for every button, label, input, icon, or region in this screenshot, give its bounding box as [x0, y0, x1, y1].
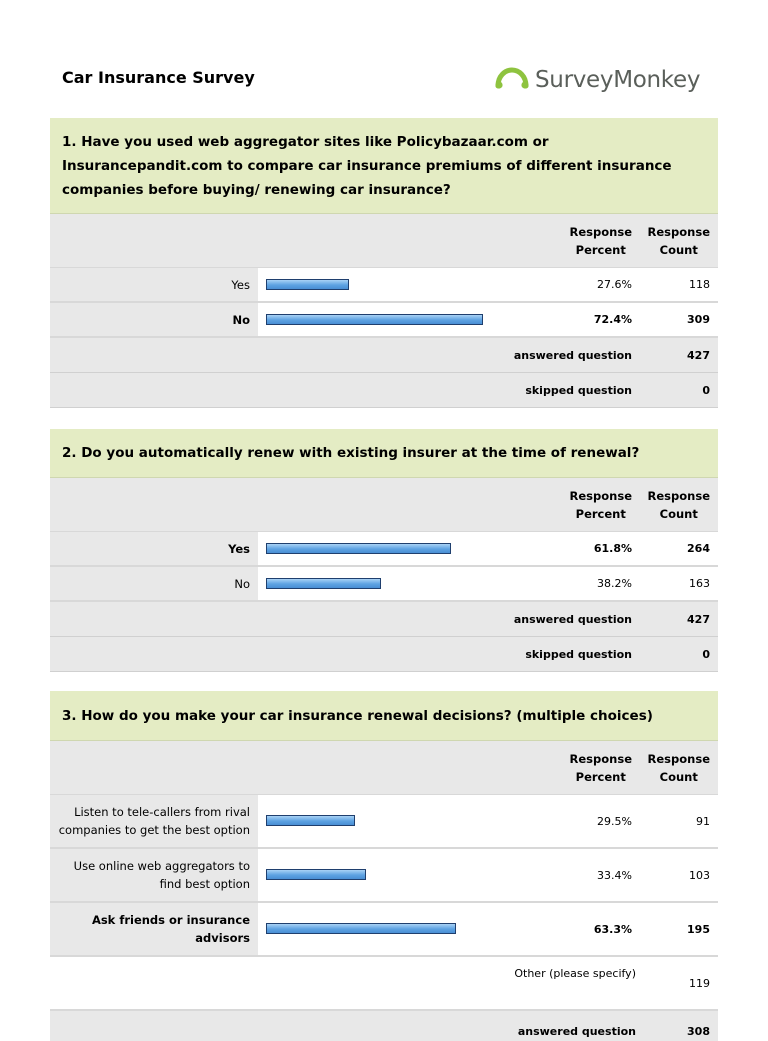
skipped-row [50, 637, 718, 672]
page-header [0, 0, 768, 118]
skipped-count: 0 [638, 373, 718, 407]
page-title: Car Insurance Survey [62, 68, 255, 87]
response-count: 309 [638, 303, 718, 336]
answer-row [50, 303, 718, 338]
answered-count: 427 [638, 602, 718, 636]
answer-row [50, 532, 718, 567]
response-bar [266, 543, 451, 554]
answer-row [50, 849, 718, 903]
response-count: 163 [638, 567, 718, 600]
answer-row [50, 567, 718, 602]
answered-label: answered question [513, 348, 632, 362]
response-percent: 33.4% [554, 849, 638, 901]
question-2-block [50, 429, 718, 672]
question-2-text: 2. Do you automatically renew with existing insurer at the time of renewal? [50, 429, 718, 478]
logo-text: SurveyMonkey [535, 67, 701, 93]
other-label: Other (please specify) [514, 967, 636, 980]
answer-row [50, 268, 718, 303]
answered-label: answered question [513, 612, 632, 626]
response-percent: 27.6% [554, 268, 638, 301]
answer-label: Yes [50, 532, 258, 565]
response-percent: 38.2% [554, 567, 638, 600]
response-bar [266, 314, 483, 325]
skipped-label: skipped question [525, 383, 632, 397]
other-row [50, 957, 718, 1011]
answered-row [50, 338, 718, 373]
answered-label: answered question [517, 1025, 636, 1038]
response-count: 195 [638, 903, 718, 955]
question-1-text: 1. Have you used web aggregator sites like Policybazaar.com or Insurancepandit.com to compare car insurance premiums of different insurance companies before buying/ renewing car insurance? [50, 118, 718, 214]
response-count-header: Response [647, 488, 710, 503]
answered-row [50, 602, 718, 637]
answer-label: Listen to tele-callers from rival companies to get the best option [50, 795, 258, 847]
skipped-row [50, 373, 718, 408]
response-bar [266, 815, 355, 826]
skipped-count: 0 [638, 637, 718, 671]
answer-label: No [50, 303, 258, 336]
response-bar [266, 923, 456, 934]
answer-label: Yes [50, 268, 258, 301]
question-3-block [50, 691, 718, 1041]
response-percent: 29.5% [554, 795, 638, 847]
response-bar [266, 279, 349, 290]
monkey-logo-icon [495, 66, 529, 94]
table-header: Response Percent Response Count [50, 214, 718, 268]
answer-label: No [50, 567, 258, 600]
answered-count: 427 [638, 338, 718, 372]
answer-row [50, 795, 718, 849]
table-header: Response Percent Response Count [50, 478, 718, 532]
response-percent-header: Response [569, 224, 632, 239]
response-count: 103 [638, 849, 718, 901]
response-percent: 63.3% [554, 903, 638, 955]
skipped-label: skipped question [525, 647, 632, 661]
surveymonkey-logo [495, 66, 700, 94]
answered-row [50, 1011, 718, 1041]
response-bar [266, 869, 366, 880]
answered-count: 308 [687, 1025, 710, 1038]
answer-label: Use online web aggregators to find best option [50, 849, 258, 901]
response-percent: 72.4% [554, 303, 638, 336]
answer-row [50, 903, 718, 957]
other-count: 119 [689, 977, 710, 990]
response-percent-header: Response [569, 488, 632, 503]
response-count: 264 [638, 532, 718, 565]
answer-label: Ask friends or insurance advisors [50, 903, 258, 955]
question-3-text: 3. How do you make your car insurance renewal decisions? (multiple choices) [50, 691, 718, 741]
response-bar [266, 578, 381, 589]
table-header: Response Percent Response Count [50, 741, 718, 795]
response-count-header: Response [647, 224, 710, 239]
response-percent-header: Response [569, 751, 632, 766]
response-count: 91 [638, 795, 718, 847]
response-count-header: Response [647, 751, 710, 766]
response-count: 118 [638, 268, 718, 301]
question-1-block [50, 118, 718, 408]
response-percent: 61.8% [554, 532, 638, 565]
